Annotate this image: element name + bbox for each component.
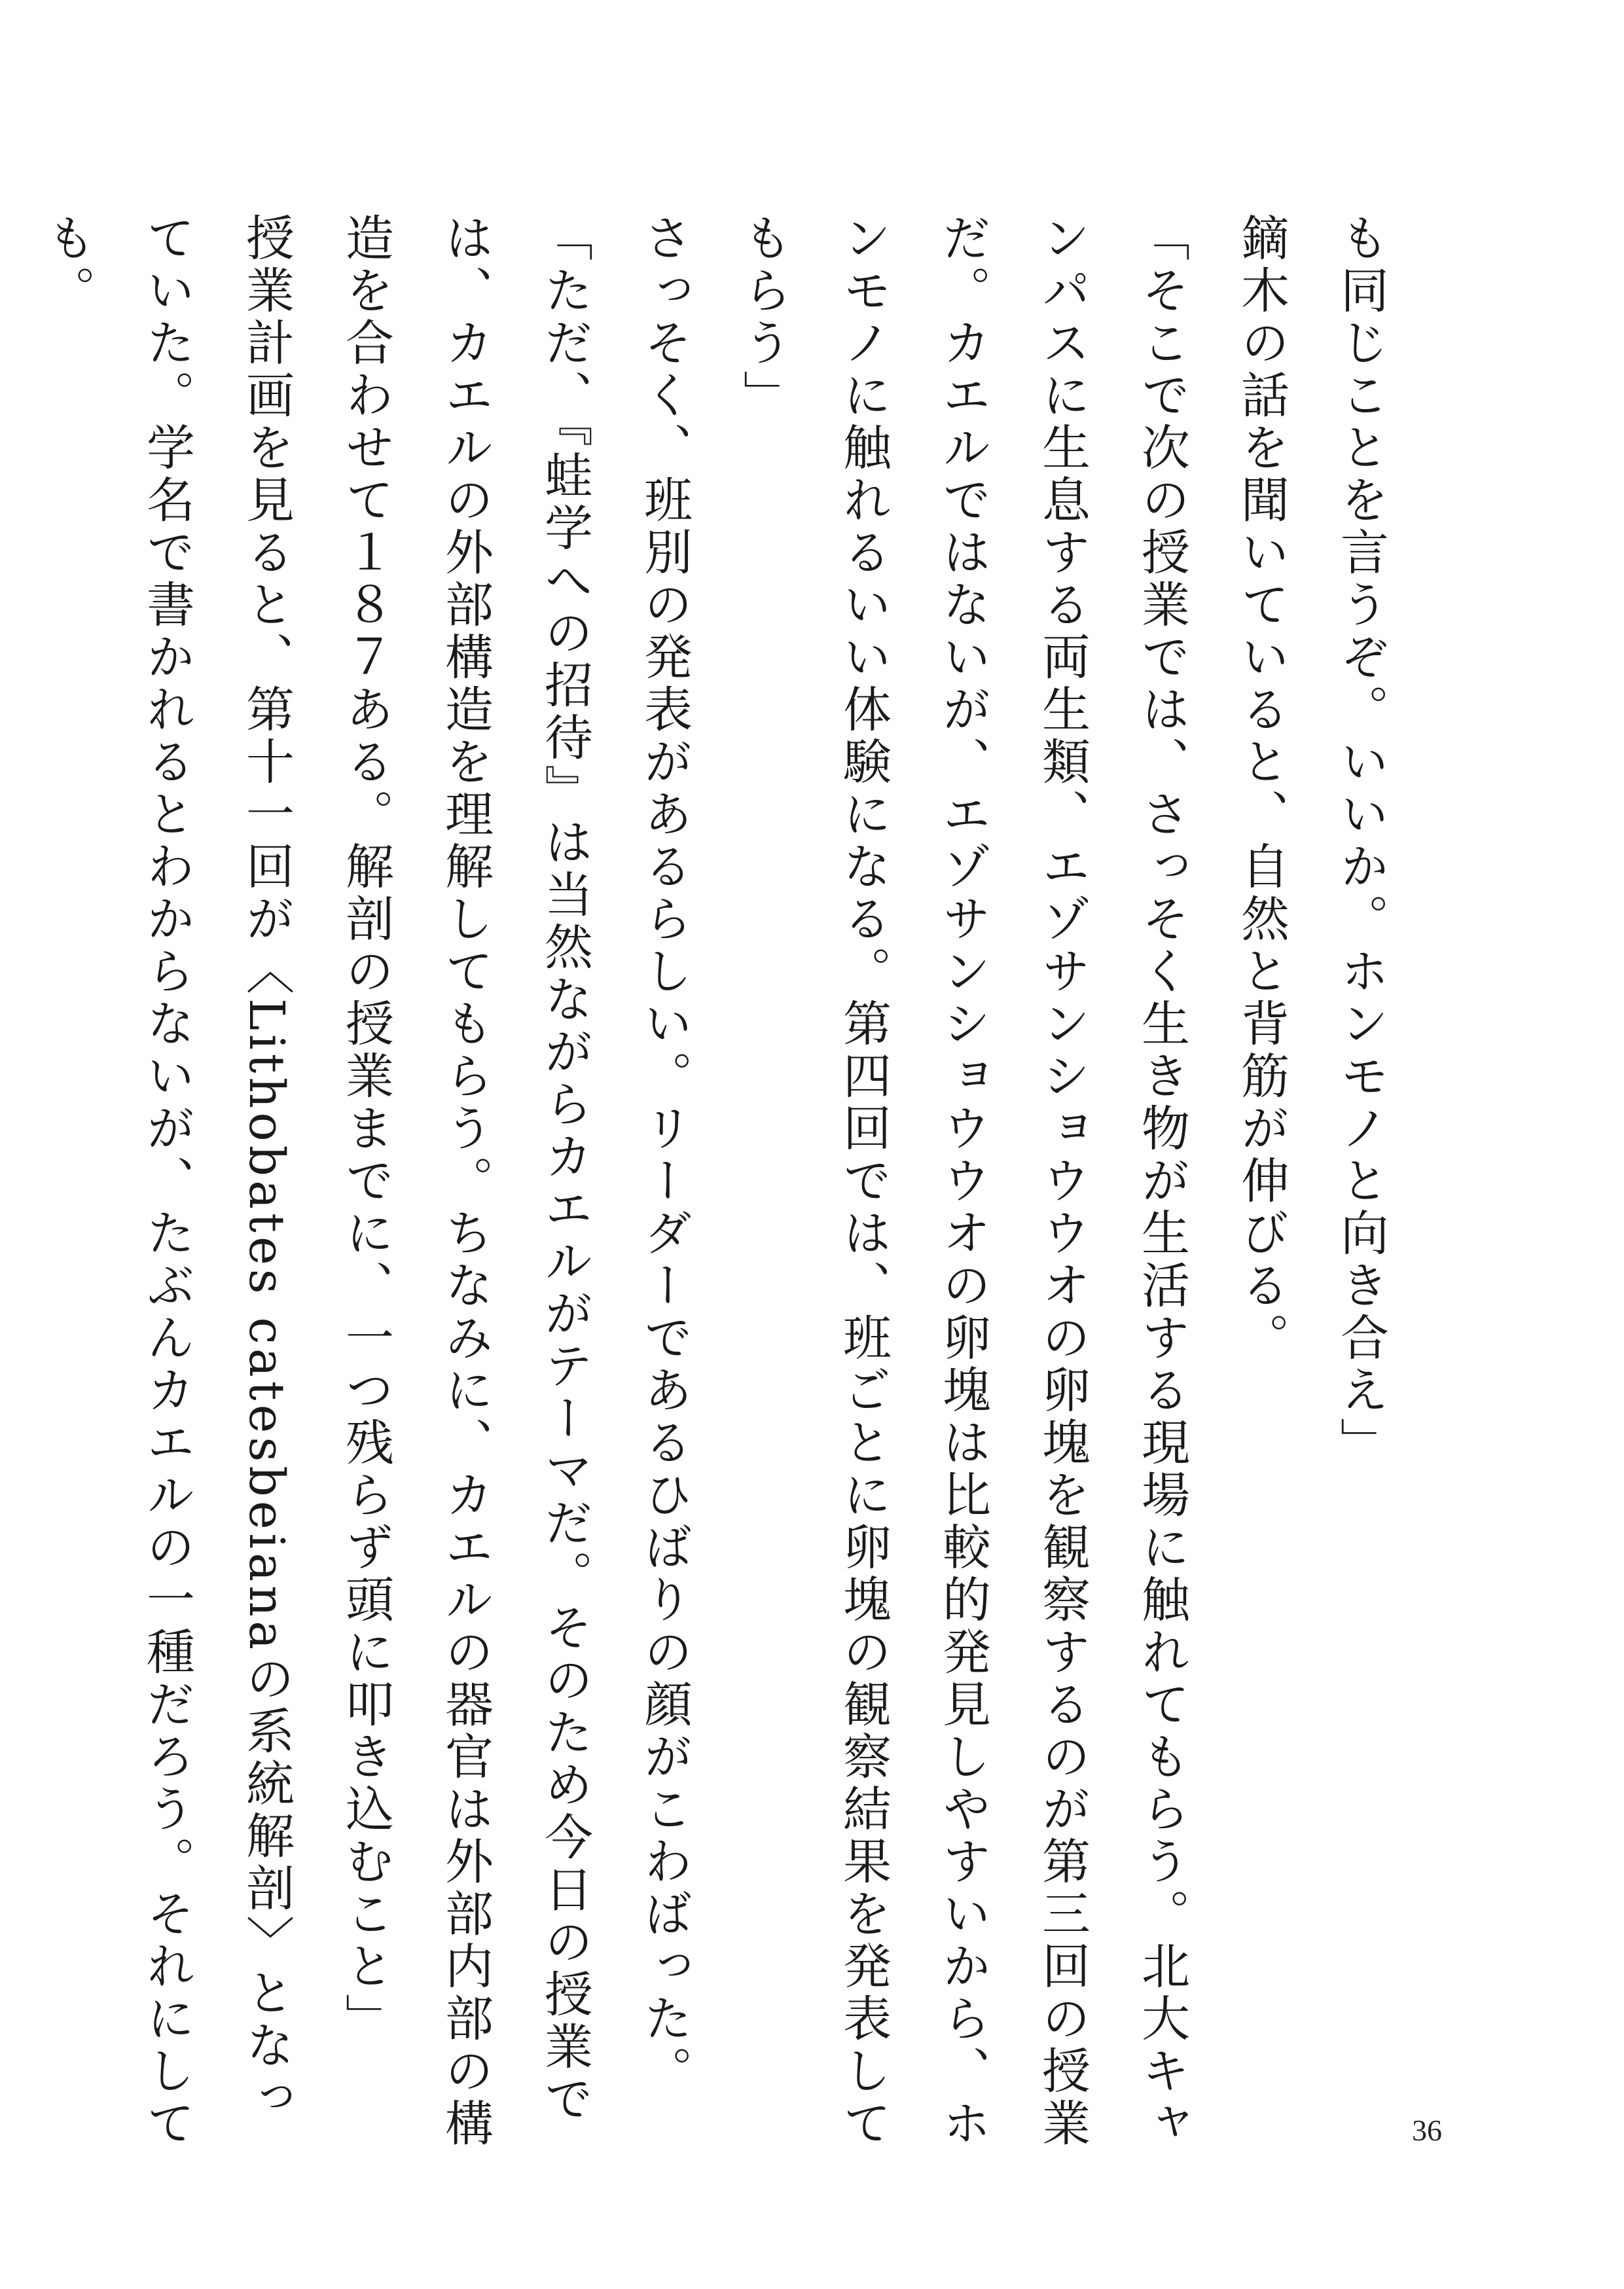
text-line: ンパスに生息する両生類、エゾサンショウウオの卵塊を観察するのが第三回の授業 — [1034, 213, 1091, 2150]
text-line: 造を合わせて１８７ある。解剖の授業までに、一つ残らず頭に叩き込むこと」 — [338, 213, 394, 2046]
text-line: 鏑木の話を聞いていると、自然と背筋が伸びる。 — [1233, 213, 1290, 1365]
text-line — [0, 213, 18, 1993]
page-number: 36 — [1412, 2114, 1442, 2147]
text-line: だ。カエルではないが、エゾサンショウウオの卵塊は比較的発見しやすいから、ホ — [935, 213, 991, 2150]
text-line: もらう」 — [736, 213, 792, 422]
text-line: 「ただ、『蛙学への招待』は当然ながらカエルがテーマだ。そのため今日の授業で — [537, 213, 593, 2126]
text-line: も同じことを言うぞ。いいか。ホンモノと向き合え」 — [1333, 213, 1389, 1469]
text-line: も。 — [39, 213, 96, 317]
body-text — [39, 213, 1411, 2150]
text-line: さっそく、班別の発表があるらしい。リーダーであるひばりの顔がこわばった。 — [636, 213, 693, 2098]
text-line: は、カエルの外部構造を理解してもらう。ちなみに、カエルの器官は外部内部の構 — [437, 213, 494, 2150]
text-line: 「そこで次の授業では、さっそく生き物が生活する現場に触れてもらう。北大キャ — [1134, 213, 1190, 2150]
text-line: ていた。学名で書かれるとわからないが、たぶんカエルの一種だろう。それにして — [139, 213, 195, 2150]
text-line: 授業計画を見ると、第十一回が〈Lithobates catesbeianaの系統解剖〉となっ — [238, 213, 295, 2125]
text-line: ンモノに触れるいい体験になる。第四回では、班ごとに卵塊の観察結果を発表して — [835, 213, 892, 2150]
